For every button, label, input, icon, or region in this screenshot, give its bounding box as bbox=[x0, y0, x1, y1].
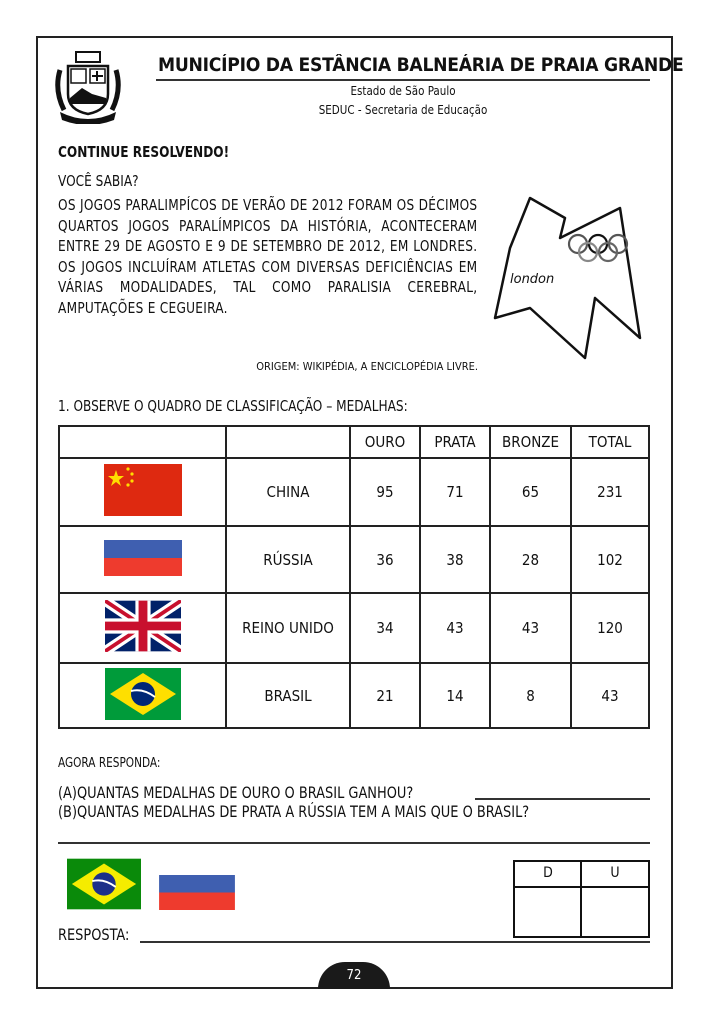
column-header: PRATA bbox=[420, 426, 490, 458]
silver-value: 43 bbox=[420, 593, 490, 663]
russia-flag-icon bbox=[104, 540, 182, 576]
question-a: (A)QUANTAS MEDALHAS DE OURO O BRASIL GANHOU? bbox=[58, 783, 414, 802]
medal-table bbox=[58, 425, 650, 729]
questions-heading: AGORA RESPONDA: bbox=[58, 756, 161, 771]
gold-value: 34 bbox=[350, 593, 420, 663]
uk-flag-icon bbox=[105, 600, 181, 652]
bronze-value: 28 bbox=[490, 526, 571, 593]
brazil-flag-icon bbox=[67, 858, 141, 910]
answer-line[interactable] bbox=[140, 941, 650, 943]
country-name: RÚSSIA bbox=[226, 526, 350, 593]
flag-cell bbox=[59, 526, 226, 593]
section-heading: CONTINUE RESOLVENDO! bbox=[58, 143, 230, 161]
column-header: TOTAL bbox=[571, 426, 649, 458]
table-row bbox=[59, 593, 649, 663]
gold-value: 21 bbox=[350, 663, 420, 728]
gold-value: 36 bbox=[350, 526, 420, 593]
units-answer-cell[interactable] bbox=[584, 890, 644, 934]
flag-cell bbox=[59, 663, 226, 728]
header-empty bbox=[59, 426, 226, 458]
tens-answer-cell[interactable] bbox=[517, 890, 577, 934]
country-name: CHINA bbox=[226, 458, 350, 526]
source-note: ORIGEM: WIKIPÉDIA, A ENCICLOPÉDIA LIVRE. bbox=[256, 360, 478, 373]
table-row bbox=[59, 526, 649, 593]
gold-value: 95 bbox=[350, 458, 420, 526]
tens-units-box bbox=[513, 860, 650, 938]
flag-cell bbox=[59, 458, 226, 526]
exercise-instruction: 1. OBSERVE O QUADRO DE CLASSIFICAÇÃO – MEDALHAS: bbox=[58, 397, 408, 415]
total-value: 43 bbox=[571, 663, 649, 728]
london-logo-text: london bbox=[510, 272, 555, 287]
country-name: REINO UNIDO bbox=[226, 593, 350, 663]
silver-value: 71 bbox=[420, 458, 490, 526]
title-underline bbox=[156, 79, 650, 81]
table-row bbox=[59, 663, 649, 728]
table-header-row bbox=[59, 426, 649, 458]
brazil-flag-icon bbox=[105, 668, 181, 720]
table-row bbox=[59, 458, 649, 526]
units-label: U bbox=[610, 865, 620, 881]
russia-flag-icon bbox=[158, 875, 236, 910]
question-b: (B)QUANTAS MEDALHAS DE PRATA A RÚSSIA TEM A MAIS QUE O BRASIL? bbox=[58, 802, 530, 821]
bronze-value: 8 bbox=[490, 663, 571, 728]
total-value: 120 bbox=[571, 593, 649, 663]
silver-value: 38 bbox=[420, 526, 490, 593]
column-header: OURO bbox=[350, 426, 420, 458]
header-empty bbox=[226, 426, 350, 458]
column-header: BRONZE bbox=[490, 426, 571, 458]
city-crest-logo bbox=[52, 50, 124, 124]
page-number: 72 bbox=[318, 962, 390, 989]
silver-value: 14 bbox=[420, 663, 490, 728]
page-title: MUNICÍPIO DA ESTÂNCIA BALNEÁRIA DE PRAIA GRANDE bbox=[158, 55, 684, 76]
state-label: Estado de São Paulo bbox=[350, 83, 456, 98]
flag-cell bbox=[59, 593, 226, 663]
bronze-value: 65 bbox=[490, 458, 571, 526]
london-2012-logo bbox=[490, 188, 660, 366]
question-heading: VOCÊ SABIA? bbox=[58, 172, 139, 190]
tens-label: D bbox=[543, 865, 553, 881]
total-value: 231 bbox=[571, 458, 649, 526]
total-value: 102 bbox=[571, 526, 649, 593]
answer-a-line[interactable] bbox=[475, 798, 650, 800]
bronze-value: 43 bbox=[490, 593, 571, 663]
country-name: BRASIL bbox=[226, 663, 350, 728]
answer-label: RESPOSTA: bbox=[58, 925, 130, 944]
china-flag-icon bbox=[104, 464, 182, 516]
department-label: SEDUC - Secretaria de Educação bbox=[318, 102, 488, 117]
intro-paragraph: OS JOGOS PARALIMPÍCOS DE VERÃO DE 2012 FORAM OS DÉCIMOS QUARTOS JOGOS PARALÍMPICOS DA HISTÓRIA, ACONTECERAM ENTRE 29 DE AGOSTO E 9 DE SETEMBRO DE 2012, EM LONDRES. OS JOGOS INCLUÍRAM ATLETAS COM DIVERSAS DEFICIÊNCIAS EM VÁRIAS MODALIDADES, TAL COMO PARALISIA CEREBRAL, AMPUTAÇÕES E CEGUEIRA. bbox=[58, 196, 478, 317]
answer-b-line bbox=[58, 842, 650, 844]
